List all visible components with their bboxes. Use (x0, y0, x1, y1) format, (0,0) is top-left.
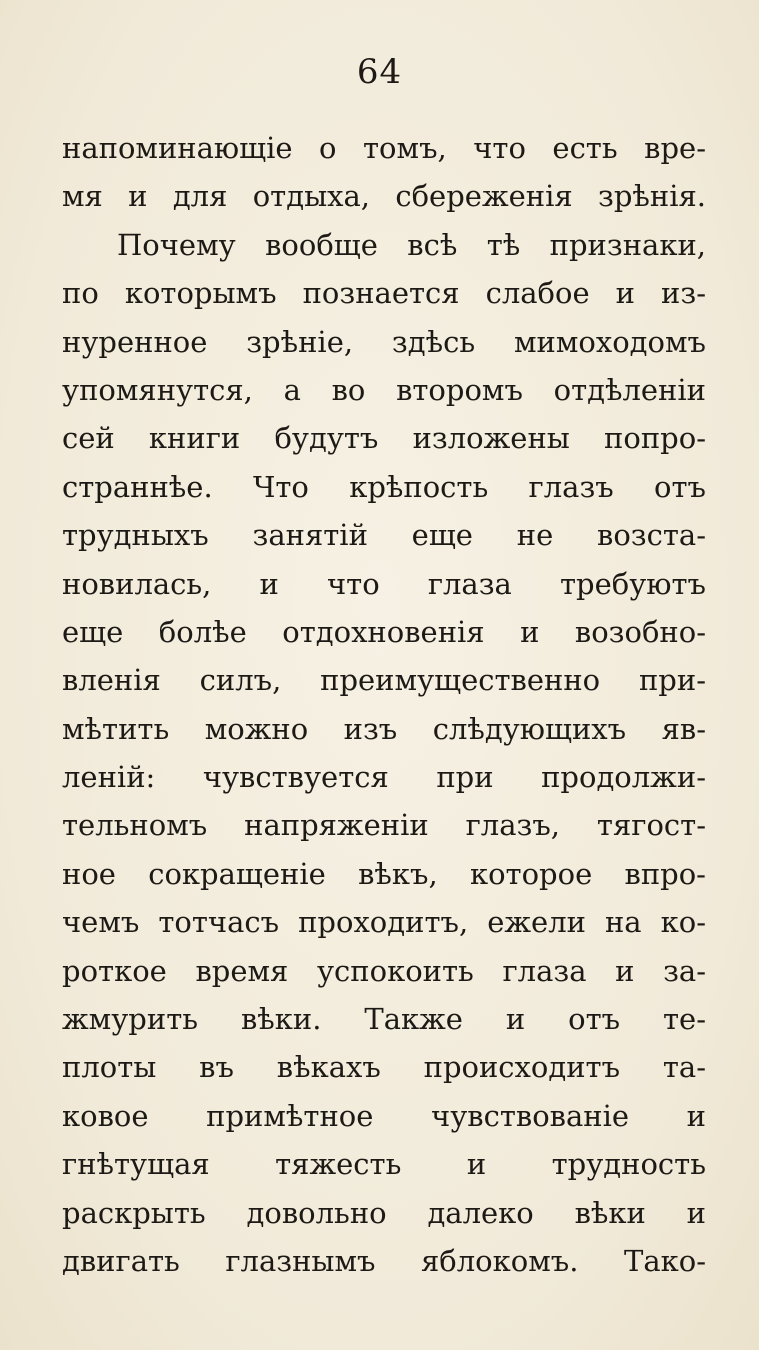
text-line: двигать глазнымъ яблокомъ. Тако- (62, 1243, 706, 1278)
text-line: ковое примѣтное чувствованіе и (62, 1098, 706, 1133)
text-line: нуренное зрѣніе, здѣсь мимоходомъ (62, 324, 706, 359)
text-line: новилась, и что глаза требуютъ (62, 566, 706, 601)
text-line: по которымъ познается слабое и из- (62, 276, 706, 311)
body-text (62, 124, 706, 1285)
text-line: тельномъ напряженіи глазъ, тягост- (62, 808, 706, 843)
page-number: 64 (356, 52, 403, 92)
text-line: чемъ тотчасъ проходитъ, ежели на ко- (62, 905, 706, 940)
text-line: еще болѣе отдохновенія и возобно- (62, 614, 706, 649)
text-line: страннѣе. Что крѣпость глазъ отъ (62, 469, 706, 504)
text-line: трудныхъ занятій еще не возста- (62, 518, 706, 553)
text-line: роткое время успокоить глаза и за- (62, 953, 706, 988)
text-line: мѣтить можно изъ слѣдующихъ яв- (62, 711, 706, 746)
text-line: упомянутся, а во второмъ отдѣленіи (62, 372, 706, 407)
text-line: раскрыть довольно далеко вѣки и (62, 1195, 706, 1230)
text-line: мя и для отдыха, сбереженія зрѣнія. (62, 179, 706, 214)
text-line: сей книги будутъ изложены попро- (62, 421, 706, 456)
text-line: гнѣтущая тяжесть и трудность (62, 1147, 706, 1182)
text-line: леній: чувствуется при продолжи- (62, 760, 706, 795)
text-line: ное сокращеніе вѣкъ, которое впро- (62, 856, 706, 891)
text-line: плоты въ вѣкахъ происходитъ та- (62, 1050, 706, 1085)
paragraph-first-line: Почему вообще всѣ тѣ признаки, (117, 227, 706, 262)
text-line: вленія силъ, преимущественно при- (62, 663, 706, 698)
text-line: напоминающіе о томъ, что есть вре- (62, 131, 706, 165)
text-line: жмурить вѣки. Также и отъ те- (62, 1002, 706, 1037)
